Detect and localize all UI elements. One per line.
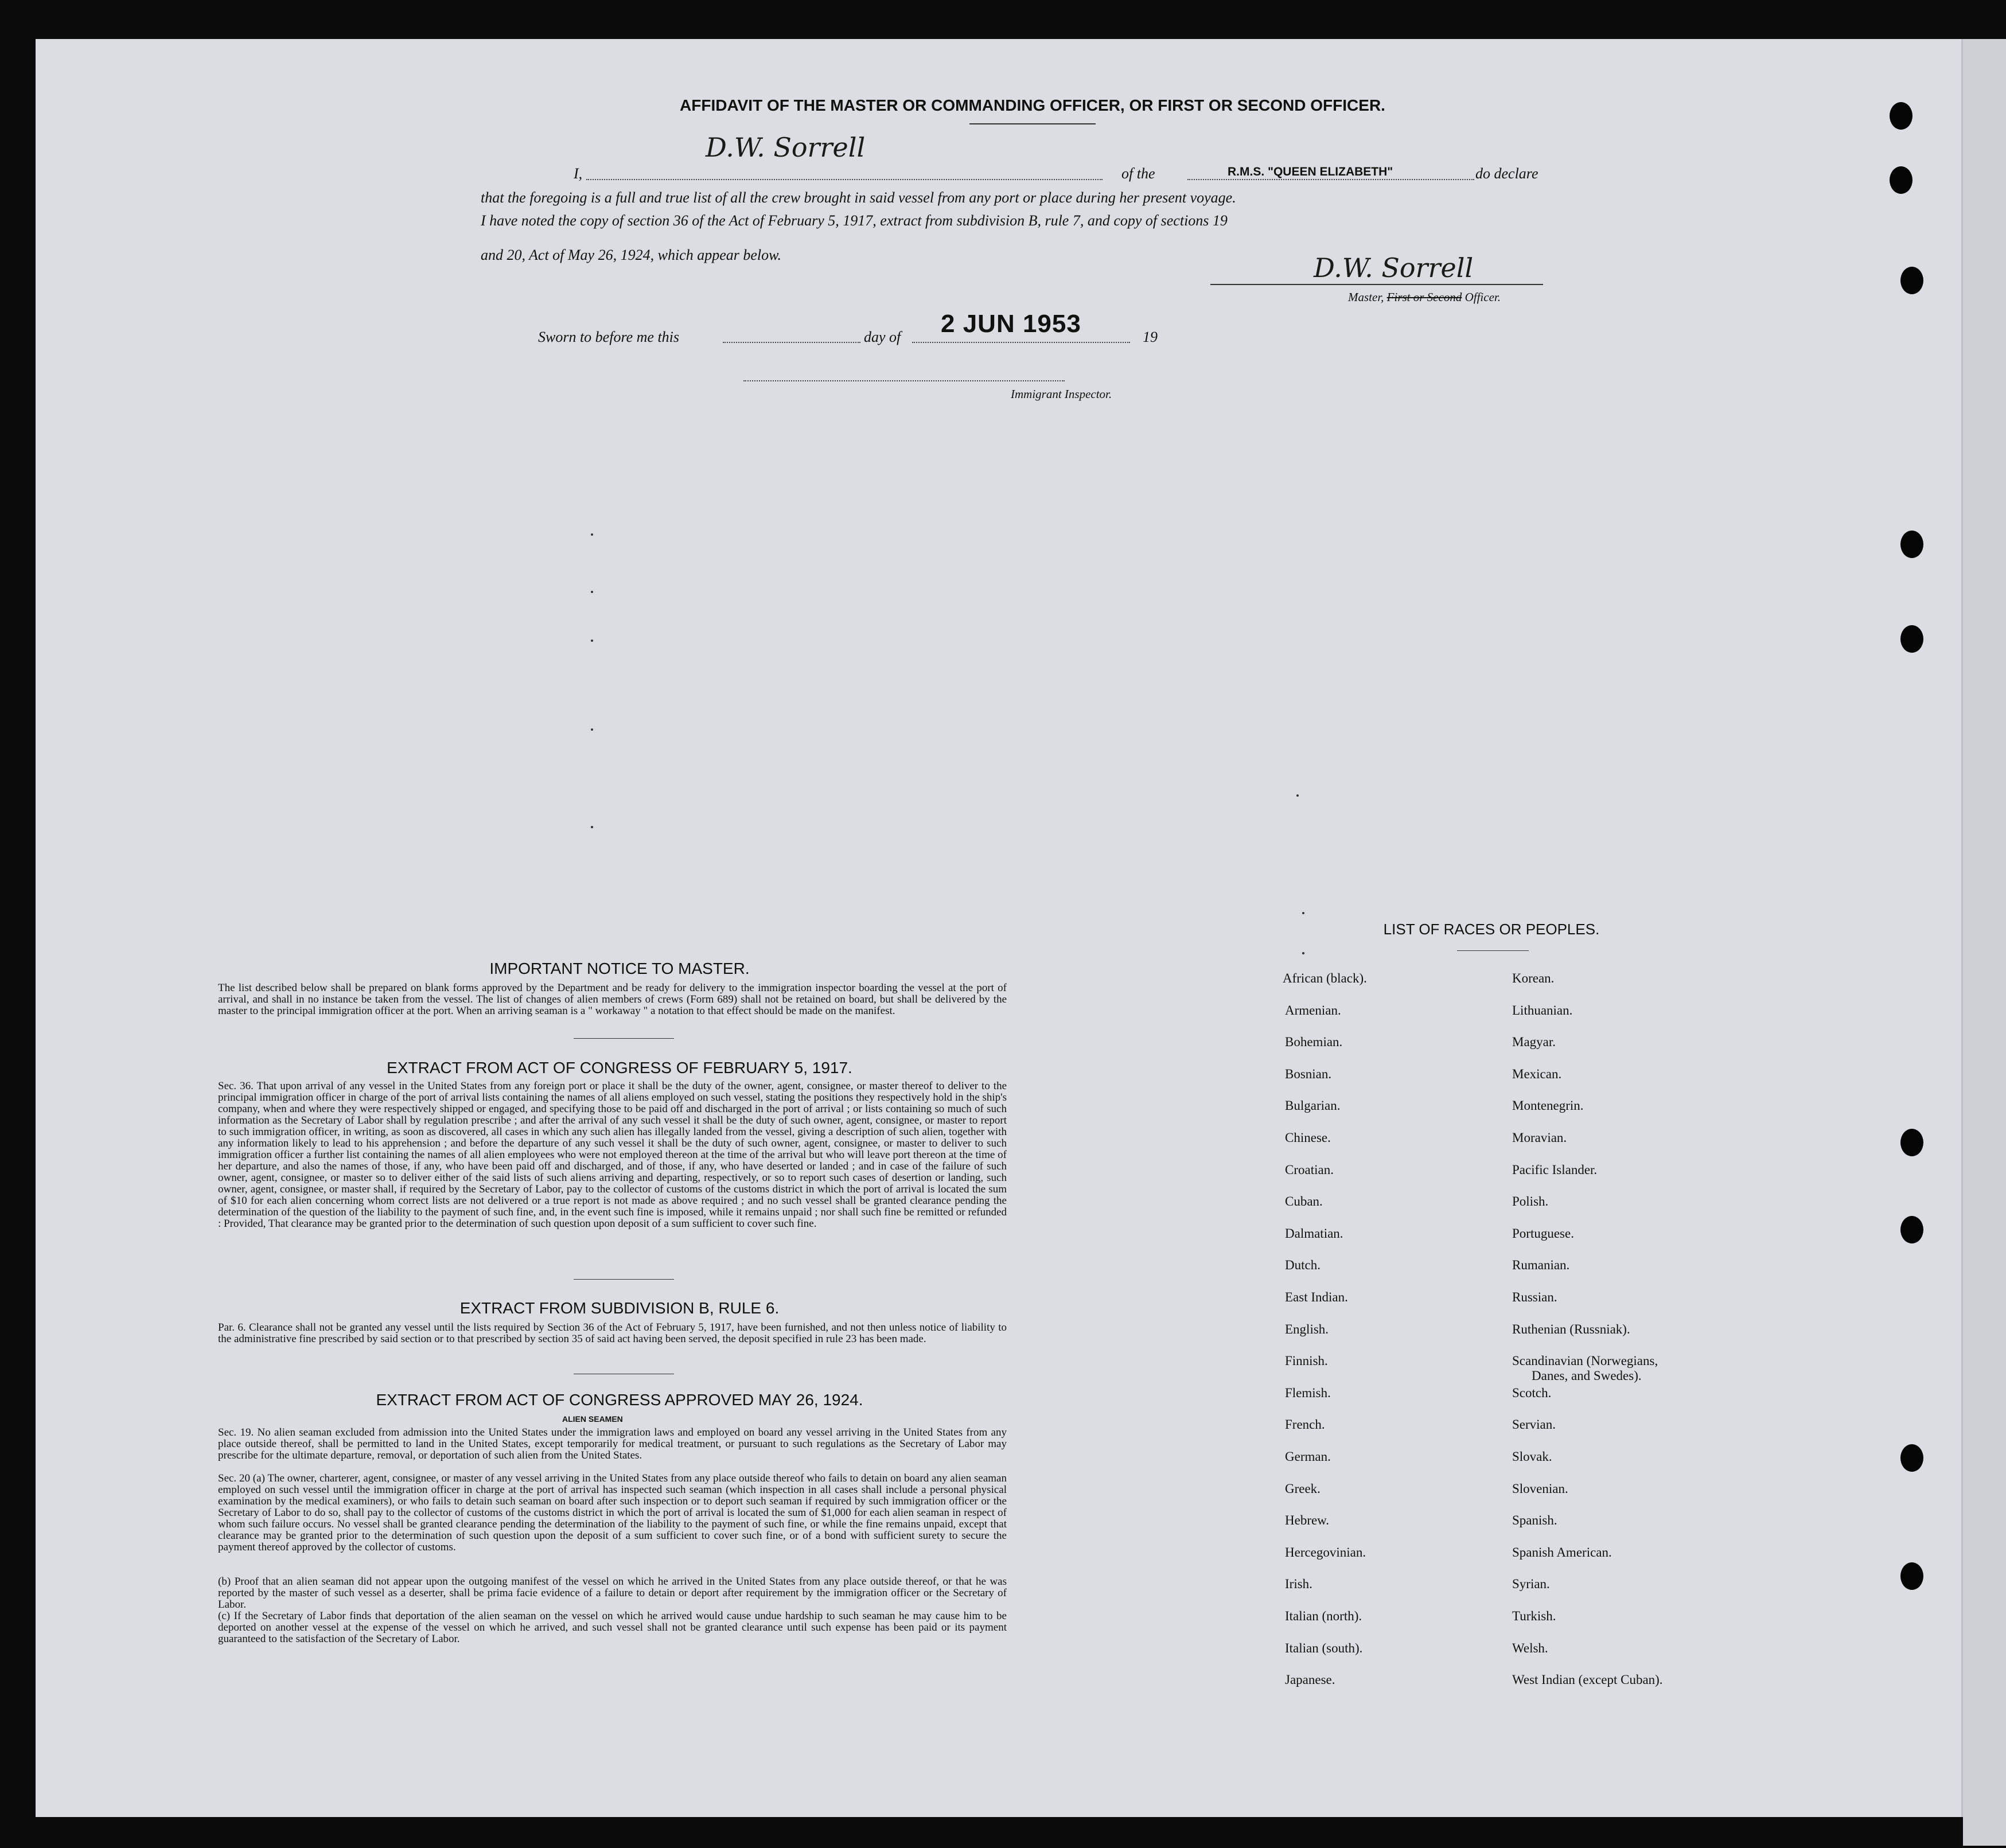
extract1917-body: Sec. 36. That upon arrival of any vessel in the United States from any foreign port or place it shall be the duty of the owner, agent, consignee, or master thereof to deliver to the principal immigration officer in charge of the port of arrival lists containing the names of all aliens employed on such vessel, stating the positions they respectively hold in the ship's company, when and where they were respectively shipped or engaged, and specifying those to be paid off and discharged in the port of arrival ; or lists containing so much of such information as the Secretary of Labor shall by regulation prescribe ; and after the arrival of any such vessel it shall be the duty of such owner, agent, consignee, or master to report to such immigration officer, in writing, as soon as discovered, all cases in which any such alien has illegally landed from the vessel, giving a description of such alien, together with any information likely to lead to his apprehension ; and before the departure of any such vessel it shall be the duty of such owner, agent, consignee, or master to deliver to such immigration officer a further list containing the names of all alien employees who were not employed thereon at the time of the arrival but who will leave port thereon at the time of her departure, and also the names of those, if any, who have been paid off and discharged, and of those, if any, who have deserted or landed ; and in case of the failure of such owner, agent, consignee, or master so to deliver either of the said lists of such aliens arriving and departing, respectively, or so to report such cases of desertion or landing, such owner, agent, consignee, or master shall, if required by the Secretary of Labor, pay to the collector of customs of the customs district in which the port of arrival is located the sum of $10 for each alien concerning whom correct lists are not delivered or a true report is not made as above required ; and no such vessel shall be granted clearance pending the determination of the question of the liability to the payment of such fine, and, in the event such fine is imposed, while it remains unpaid ; nor shall such fine be remitted or refunded : Provided, That clearance may be granted prior to the determination of such question upon deposit of a sum sufficient to cover such fine.: [218, 1080, 1007, 1230]
race-item: Armenian.: [1285, 1003, 1341, 1017]
race-item: Cuban.: [1285, 1194, 1323, 1209]
affidavit-title: AFFIDAVIT OF THE MASTER OR COMMANDING OFFICER, OR FIRST OR SECOND OFFICER.: [680, 96, 1385, 114]
punch-hole: [1900, 1216, 1923, 1243]
date-line: [912, 342, 1130, 343]
master-signature-line: [1210, 284, 1543, 285]
race-item: Hercegovinian.: [1285, 1545, 1366, 1560]
race-item: Moravian.: [1512, 1130, 1567, 1145]
stray-dot: [591, 640, 593, 642]
punch-hole: [1900, 531, 1923, 558]
race-item: Japanese.: [1285, 1672, 1335, 1687]
race-item: Croatian.: [1285, 1162, 1334, 1177]
race-item: Rumanian.: [1512, 1258, 1570, 1273]
title-underline: [969, 123, 1096, 124]
immigrant-inspector: Immigrant Inspector.: [1011, 387, 1112, 401]
extract1917-title: EXTRACT FROM ACT OF CONGRESS OF FEBRUARY 5, 1917.: [387, 1059, 852, 1077]
extract1924-sec20a: Sec. 20 (a) The owner, charterer, agent, consignee, or master of any vessel arriving in the United States from any place outside thereof who fails to detain on board any alien seaman employed on such vessel until the immigration officer in charge at the port of arrival has inspected such seaman (which inspection in all cases shall include a personal physical examination by the medical examiners), or who fails to detain such seaman on board after such inspection or to deport such seaman if required by such immigration officer or the Secretary of Labor to do so, shall pay to the collector of customs of the customs district in which the port of arrival is located the sum of $1,000 for each alien seaman in respect of whom such failure occurs. No vessel shall be granted clearance pending the determination of the liability to the payment of such fine, or while the fine remains unpaid, except that clearance may be granted prior to the determination of such question upon the deposit of a sum sufficient to cover such fine, or of a bond with sufficient surety to secure the payment thereof approved by the collector of customs.: [218, 1472, 1007, 1553]
race-item: Bulgarian.: [1285, 1098, 1341, 1113]
race-item: Scandinavian (Norwegians,: [1512, 1354, 1658, 1369]
notice-body: The list described below shall be prepared on blank forms approved by the Department and be ready for delivery to the immigration inspector boarding the vessel at the port of arrival, and shall in no instance be taken from the vessel. The list of changes of alien members of crews (Form 689) shall not be retained on board, but shall be delivered by the master to the principal immigration officer at the port. When an arriving seaman is a " workaway " a notation to that effect should be made on the manifest.: [218, 982, 1007, 1017]
sworn-day-line: [723, 342, 860, 343]
punch-hole: [1890, 166, 1912, 194]
stray-dot: [591, 826, 593, 828]
punch-hole: [1900, 267, 1923, 294]
i-label: I,: [574, 165, 583, 182]
signature: D.W. Sorrell: [706, 132, 866, 163]
stray-dot: [1302, 912, 1304, 914]
race-item: French.: [1285, 1417, 1325, 1432]
rule: [574, 1038, 674, 1039]
punch-hole: [1900, 1444, 1923, 1472]
race-item: Russian.: [1512, 1290, 1557, 1304]
punch-hole: [1900, 1562, 1923, 1590]
race-item: Dalmatian.: [1285, 1226, 1343, 1241]
race-item: Flemish.: [1285, 1385, 1331, 1400]
master-caption: [1348, 290, 1501, 305]
stray-dot: [1296, 794, 1299, 797]
affidavit-line1: that the foregoing is a full and true list of all the crew brought in said vessel from any port or place during her present voyage.: [481, 189, 1236, 206]
sworn-label: Sworn to before me this: [538, 329, 680, 345]
race-item: Irish.: [1285, 1577, 1312, 1592]
affidavit-line2: I have noted the copy of section 36 of the Act of February 5, 1917, extract from subdivision B, rule 7, and copy of sections 19: [481, 212, 1228, 229]
race-item: Bosnian.: [1285, 1066, 1332, 1081]
race-item: German.: [1285, 1449, 1331, 1464]
stray-dot: [591, 591, 593, 593]
race-item: Ruthenian (Russniak).: [1512, 1321, 1630, 1336]
race-item: Korean.: [1512, 971, 1555, 985]
race-item: Spanish.: [1512, 1513, 1557, 1528]
race-item: Lithuanian.: [1512, 1003, 1573, 1017]
race-item: Scotch.: [1512, 1385, 1552, 1400]
vessel-name: R.M.S. "QUEEN ELIZABETH": [1228, 165, 1393, 178]
master-caption-master: Master,: [1348, 290, 1384, 304]
race-item: English.: [1285, 1321, 1329, 1336]
punch-hole: [1900, 625, 1923, 653]
do-declare: do declare: [1475, 165, 1538, 182]
race-item: Servian.: [1512, 1417, 1556, 1432]
race-item: Bohemian.: [1285, 1035, 1343, 1050]
inspector-line: [743, 380, 1065, 381]
race-item: Danes, and Swedes).: [1532, 1369, 1642, 1383]
stray-dot: [591, 533, 593, 536]
subdivision-title: EXTRACT FROM SUBDIVISION B, RULE 6.: [459, 1299, 780, 1317]
notice-title: IMPORTANT NOTICE TO MASTER.: [489, 960, 750, 977]
extract1924-sec20b: (b) Proof that an alien seaman did not appear upon the outgoing manifest of the vessel on which he arrived in the United States from any place outside thereof, or that he was reported by the master of such vessel as a deserter, shall be prima facie evidence of a failure to detain or deport after requirement by the immigration officer or the Secretary of Labor.: [218, 1576, 1007, 1611]
adjacent-page-edge: [1963, 39, 2006, 1846]
day-of-label: day of: [864, 329, 901, 345]
race-item: Dutch.: [1285, 1258, 1321, 1273]
of-the-label: of the: [1121, 165, 1155, 182]
race-item: Italian (north).: [1285, 1609, 1362, 1623]
race-item: Syrian.: [1512, 1577, 1550, 1592]
date-stamp: 2 JUN 1953: [941, 310, 1081, 338]
extract1924-subtitle: ALIEN SEAMEN: [562, 1414, 623, 1424]
race-item: Pacific Islander.: [1512, 1162, 1598, 1177]
race-item: Italian (south).: [1285, 1640, 1363, 1655]
affidavit-line3: and 20, Act of May 26, 1924, which appear below.: [481, 247, 782, 263]
race-item: African (black).: [1283, 971, 1367, 985]
extract1924-sec20c: (c) If the Secretary of Labor finds that deportation of the alien seaman on the vessel on which he arrived would cause undue hardship to such seaman he may cause him to be deported on another vessel at the expense of the vessel on which he arrived, and such vessel shall not be granted clearance until such expense has been paid or its payment guaranteed to the satisfaction of the Secretary of Labor.: [218, 1610, 1007, 1645]
races-underline: [1457, 950, 1529, 951]
race-item: Spanish American.: [1512, 1545, 1612, 1560]
extract1924-sec19: Sec. 19. No alien seaman excluded from admission into the United States under the immigration laws and employed on board any vessel arriving in the United States from any place outside thereof, shall be permitted to land in the United States, except temporarily for medical treatment, or pursuant to such regulations as the Secretary of Labor may prescribe for the ultimate departure, removal, or deportation of such alien from the United States.: [218, 1426, 1007, 1461]
master-caption-officer: Officer.: [1464, 290, 1501, 304]
subdivision-body: Par. 6. Clearance shall not be granted any vessel until the lists required by Section 36 of the Act of February 5, 1917, have been furnished, and not then unless notice of liability to the administrative fine prescribed by said section or to that prescribed by section 35 of said act having been served, the deposit specified in rule 23 has been made.: [218, 1321, 1007, 1345]
extract1924-title: EXTRACT FROM ACT OF CONGRESS APPROVED MAY 26, 1924.: [376, 1391, 863, 1409]
name-line: [586, 179, 1103, 180]
signature-master: D.W. Sorrell: [1314, 252, 1474, 283]
race-item: Portuguese.: [1512, 1226, 1574, 1241]
rule: [574, 1279, 674, 1280]
race-item: Mexican.: [1512, 1066, 1562, 1081]
race-item: Greek.: [1285, 1481, 1321, 1496]
race-item: Hebrew.: [1285, 1513, 1330, 1528]
master-caption-struck: First or Second: [1386, 290, 1462, 304]
race-item: Slovenian.: [1512, 1481, 1568, 1496]
race-item: Finnish.: [1285, 1354, 1328, 1369]
vessel-line: [1187, 179, 1474, 180]
stray-dot: [591, 728, 593, 731]
year-suffix: 19: [1143, 329, 1158, 345]
stray-dot: [1302, 952, 1304, 954]
race-item: Turkish.: [1512, 1609, 1556, 1623]
race-item: West Indian (except Cuban).: [1512, 1672, 1663, 1687]
punch-hole: [1900, 1129, 1923, 1156]
race-item: East Indian.: [1285, 1290, 1348, 1304]
race-item: Montenegrin.: [1512, 1098, 1584, 1113]
race-item: Polish.: [1512, 1194, 1549, 1209]
race-item: Magyar.: [1512, 1035, 1556, 1050]
races-title: LIST OF RACES OR PEOPLES.: [1383, 921, 1600, 938]
race-item: Welsh.: [1512, 1640, 1548, 1655]
punch-hole: [1890, 102, 1912, 130]
race-item: Slovak.: [1512, 1449, 1552, 1464]
race-item: Chinese.: [1285, 1130, 1331, 1145]
